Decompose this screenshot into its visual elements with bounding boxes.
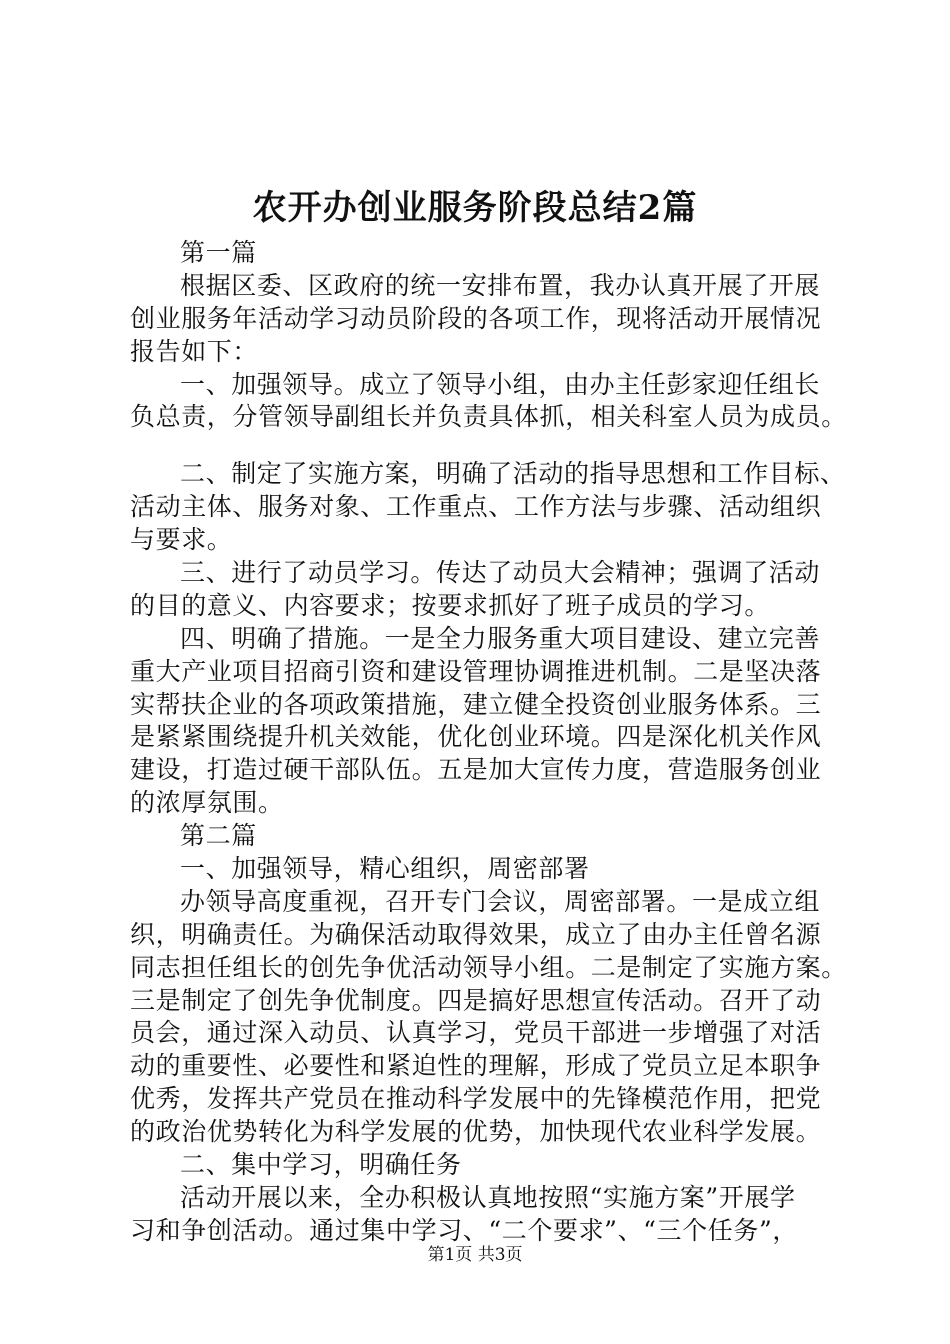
text-line: 第一篇 [180, 238, 257, 267]
text-line: 习和争创活动。通过集中学习、“二个要求”、“三个任务”， [130, 1215, 798, 1245]
text-line: 四、明确了措施。一是全力服务重大项目建设、建立完善 [180, 623, 821, 653]
text-line: 活动开展以来，全办积极认真地按照“实施方案”开展学 [180, 1182, 796, 1212]
text-line: 同志担任组长的创先争优活动领导小组。二是制定了实施方案。 [130, 952, 847, 982]
text-line: 的目的意义、内容要求；按要求抓好了班子成员的学习。 [130, 590, 771, 620]
text-line: 负总责，分管领导副组长并负责具体抓，相关科室人员为成员。 [130, 402, 847, 432]
text-line: 活动主体、服务对象、工作重点、工作方法与步骤、活动组织 [130, 492, 822, 522]
text-line: 根据区委、区政府的统一安排布置，我办认真开展了开展 [180, 270, 821, 300]
text-line: 一、加强领导，精心组织，周密部署 [180, 854, 590, 884]
document-title: 农开办创业服务阶段总结2篇 [252, 188, 698, 228]
text-line: 办领导高度重视，召开专门会议，周密部署。一是成立组 [180, 886, 821, 916]
text-line: 的浓厚氛围。 [130, 788, 284, 818]
document-body [130, 237, 847, 1248]
text-line: 与要求。 [130, 525, 233, 555]
text-line: 创业服务年活动学习动员阶段的各项工作，现将活动开展情况 [130, 303, 822, 333]
paragraph-gap [130, 434, 830, 458]
text-line: 优秀，发挥共产党员在推动科学发展中的先锋模范作用，把党 [130, 1084, 822, 1114]
text-line: 建设，打造过硬干部队伍。五是加大宣传力度，营造服务创业 [130, 755, 822, 785]
text-line: 二、制定了实施方案，明确了活动的指导思想和工作目标、 [180, 459, 846, 489]
text-line: 重大产业项目招商引资和建设管理协调推进机制。二是坚决落 [130, 656, 822, 686]
text-line: 报告如下： [130, 336, 259, 366]
text-line: 二、集中学习，明确任务 [180, 1150, 462, 1180]
text-line: 是紧紧围绕提升机关效能，优化创业环境。四是深化机关作风 [130, 722, 822, 752]
text-line: 第二篇 [180, 821, 257, 851]
text-line: 实帮扶企业的各项政策措施，建立健全投资创业服务体系。三 [130, 689, 822, 719]
text-line: 动的重要性、必要性和紧迫性的理解，形成了党员立足本职争 [130, 1051, 822, 1081]
text-line: 员会，通过深入动员、认真学习，党员干部进一步增强了对活 [130, 1018, 822, 1048]
text-line: 三是制定了创先争优制度。四是搞好思想宣传活动。召开了动 [130, 985, 822, 1015]
text-line: 的政治优势转化为科学发展的优势，加快现代农业科学发展。 [130, 1117, 822, 1147]
text-line: 织，明确责任。为确保活动取得效果，成立了由办主任曾名源 [130, 919, 822, 949]
text-line: 一、加强领导。成立了领导小组，由办主任彭家迎任组长 [180, 369, 821, 399]
text-line: 三、进行了动员学习。传达了动员大会精神；强调了活动 [180, 558, 821, 588]
page-footer: 第1页 共3页 [427, 1245, 523, 1265]
